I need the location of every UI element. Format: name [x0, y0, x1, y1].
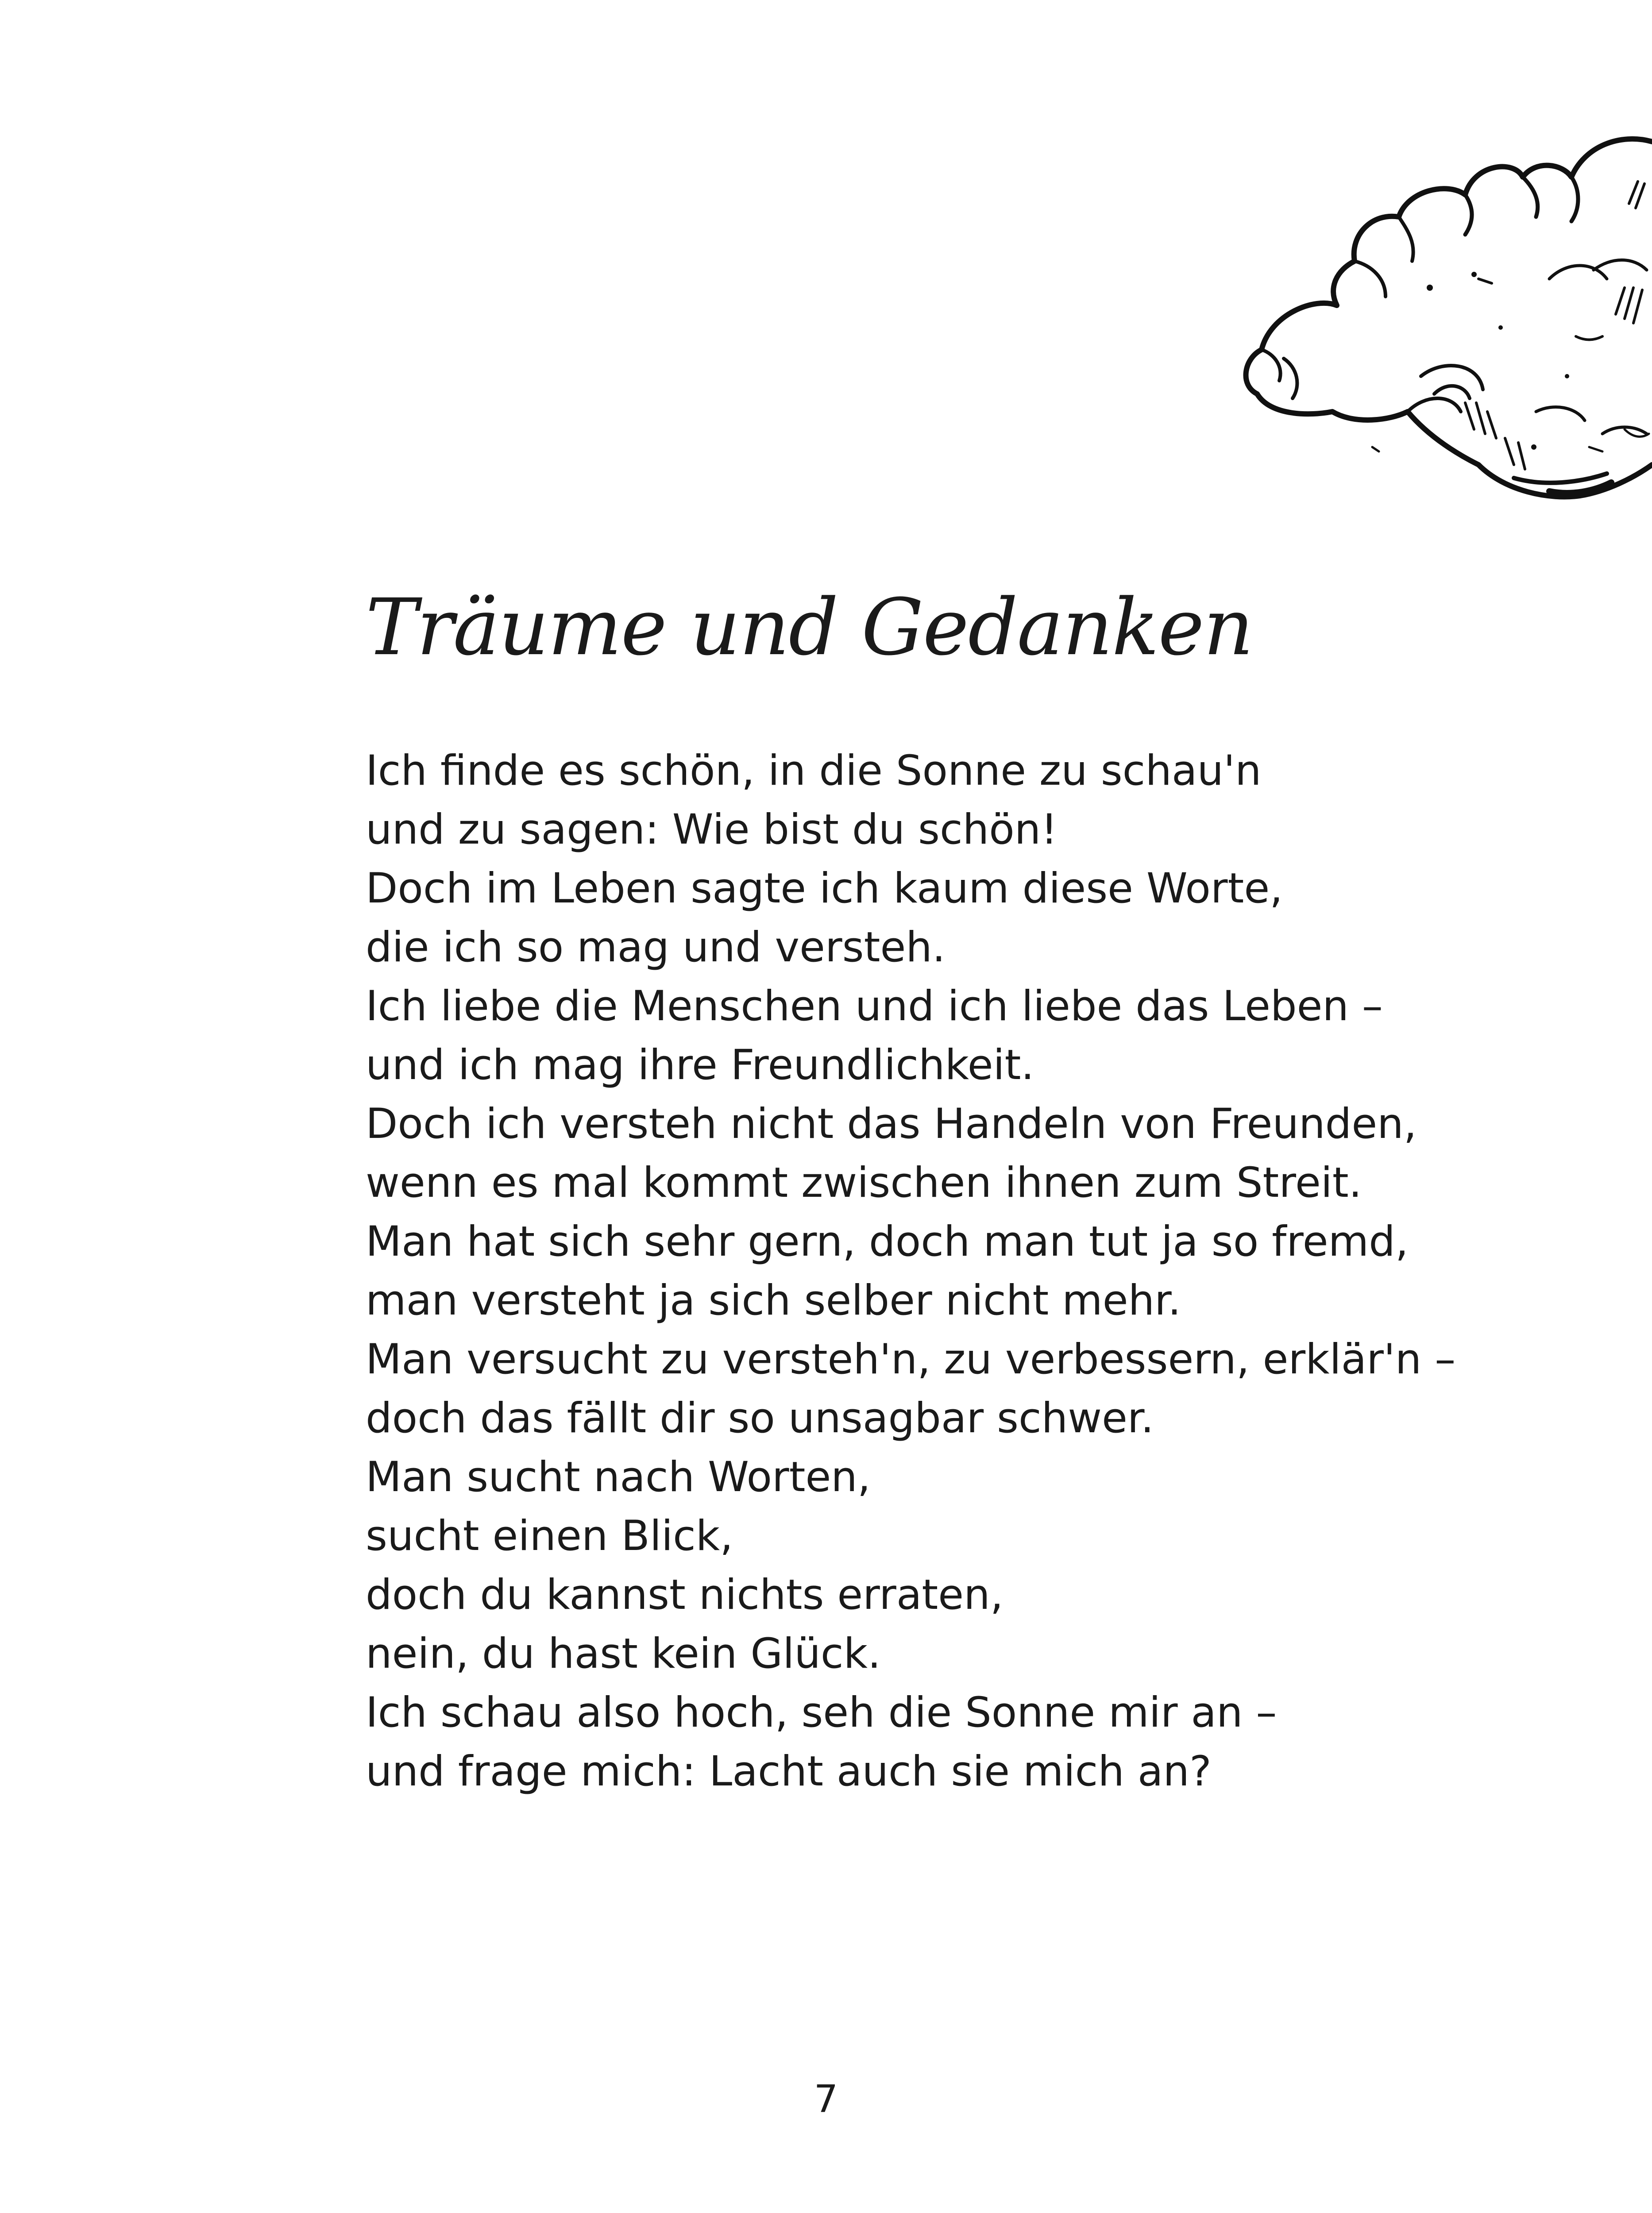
poem-line: Doch ich versteh nicht das Handeln von Freunden, — [366, 1100, 1417, 1148]
poem-line: Ich schau also hoch, seh die Sonne mir an – — [366, 1689, 1277, 1737]
poem-line: doch das fällt dir so unsagbar schwer. — [366, 1394, 1154, 1442]
poem-line: und frage mich: Lacht auch sie mich an? — [366, 1747, 1212, 1796]
poem-line: Doch im Leben sagte ich kaum diese Worte, — [366, 864, 1283, 913]
page-number: 7 — [814, 2077, 838, 2121]
poem-title: Träume und Gedanken — [366, 582, 1253, 673]
poem-line: man versteht ja sich selber nicht mehr. — [366, 1276, 1181, 1325]
poem-line: Ich finde es schön, in die Sonne zu schau'n — [366, 747, 1262, 795]
cloud-illustration — [1124, 128, 1652, 598]
poem-line: nein, du hast kein Glück. — [366, 1630, 881, 1678]
poem-line: sucht einen Blick, — [366, 1512, 733, 1560]
poem-line: wenn es mal kommt zwischen ihnen zum Streit. — [366, 1159, 1362, 1207]
poem-line: und ich mag ihre Freundlichkeit. — [366, 1041, 1034, 1089]
poem-line: Man hat sich sehr gern, doch man tut ja so fremd, — [366, 1218, 1409, 1266]
poem-line: Ich liebe die Menschen und ich liebe das Leben – — [366, 982, 1383, 1030]
poem-line: die ich so mag und versteh. — [366, 923, 946, 972]
poem-text — [366, 741, 1561, 1801]
poem-line: und zu sagen: Wie bist du schön! — [366, 806, 1058, 854]
poem-line: Man versucht zu versteh'n, zu verbessern, erklär'n – — [366, 1335, 1456, 1384]
poem-line: Man sucht nach Worten, — [366, 1453, 871, 1501]
poem-line: doch du kannst nichts erraten, — [366, 1571, 1004, 1619]
